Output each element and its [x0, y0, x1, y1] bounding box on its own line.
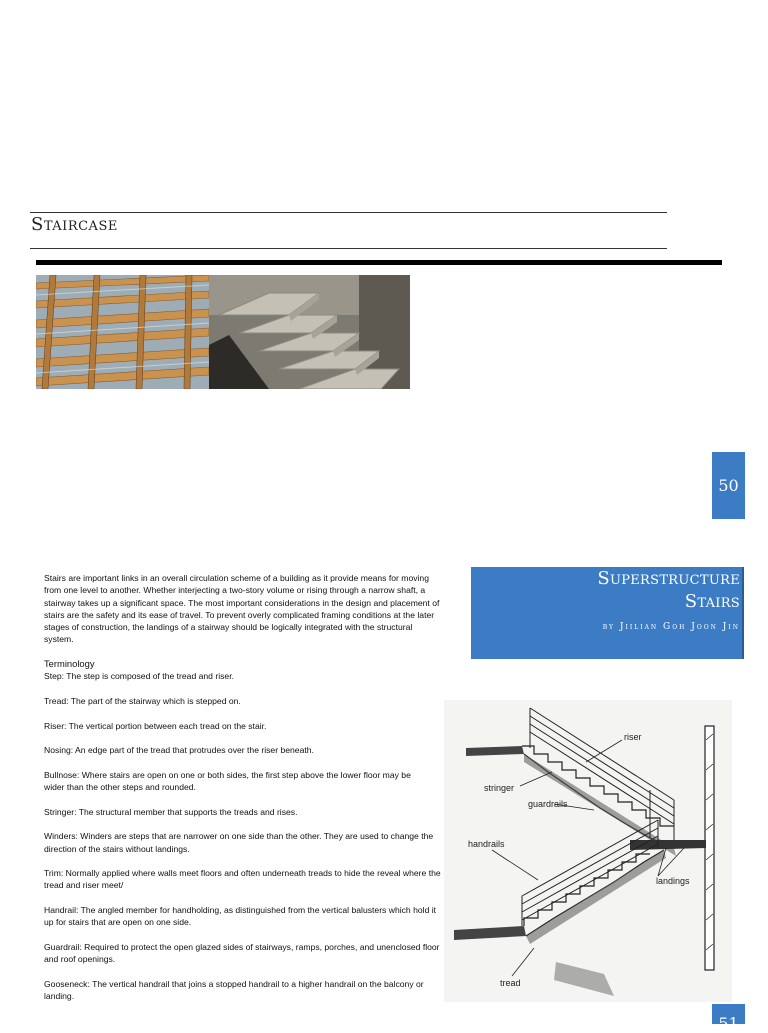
upper-slab-shape [466, 746, 524, 756]
banner-title-line2: Stairs [684, 591, 740, 612]
title-rule-bottom [30, 248, 667, 249]
label-guardrails: guardrails [528, 799, 568, 809]
stair-diagram [444, 700, 732, 1002]
label-stringer: stringer [484, 783, 515, 793]
term-gooseneck: Gooseneck: The vertical handrail that joins a stopped handrail to a higher handrail on the balcony or landing. [44, 978, 424, 1002]
label-riser: riser [624, 732, 642, 742]
term-riser: Riser: The vertical portion between each tread on the stair. [44, 720, 267, 731]
lower-slab-shape [454, 926, 526, 940]
label-handrails: handrails [468, 839, 505, 849]
upper-flight-shape [522, 746, 674, 848]
term-winders: Winders: Winders are steps that are narrower on one side than the other. They are used to change the direction of the stairs without landings. [44, 831, 434, 854]
page-number-tab: 50 [712, 452, 745, 519]
wall-shape [705, 726, 714, 970]
term-handrail: Handrail: The angled member for handholding, as distinguished from the vertical balusters which hold it up for stairs that are open on one side. [44, 905, 437, 928]
next-page-number-tab: 51 [712, 1004, 745, 1024]
intro-paragraph: Stairs are important links in an overall circulation scheme of a building as it provide means for moving from one level to another. Whether interjecting a two-story volume or rising through a narrow shaft, a stairway takes up a significant space. The most important considerations in the design and placement of stairs are the safety and its ease of travel. To prevent overly complicated framing conditions at the later stages of construction, the landings of a stairway should be logically integrated with the structural system. [44, 573, 440, 645]
section-title: Staircase [31, 214, 118, 235]
term-step: Step: The step is composed of the tread and riser. [44, 671, 234, 682]
concrete-stair-photo [209, 275, 410, 389]
term-guardrail: Guardrail: Required to protect the open glazed sides of stairways, ramps, porches, and unenclosed floor and roof openings. [44, 941, 440, 965]
title-rule-top [30, 212, 667, 213]
term-tread: Tread: The part of the stairway which is stepped on. [44, 695, 241, 706]
terminology-heading: Terminology [44, 658, 95, 670]
formwork-photo [36, 275, 209, 389]
label-tread: tread [500, 978, 521, 988]
term-bullnose: Bullnose: Where stairs are open on one or both sides, the first step above the lower floor may be wider than the other steps and rounded. [44, 769, 411, 793]
term-nosing: Nosing: An edge part of the tread that protrudes over the riser beneath. [44, 745, 314, 756]
heavy-divider [36, 260, 722, 265]
term-trim: Trim: Normally applied where walls meet floors and often underneath treads to hide the reveal where the tread and riser meet/ [44, 868, 441, 891]
label-landings: landings [656, 876, 690, 886]
chapter-banner [471, 567, 744, 659]
banner-byline: by Jiilian Goh Joon Jin [602, 622, 740, 632]
lower-flight-shape [524, 850, 664, 936]
term-stringer: Stringer: The structural member that supports the treads and rises. [44, 806, 298, 817]
body-text [44, 572, 442, 1015]
banner-title-line1: Superstructure [597, 568, 740, 589]
